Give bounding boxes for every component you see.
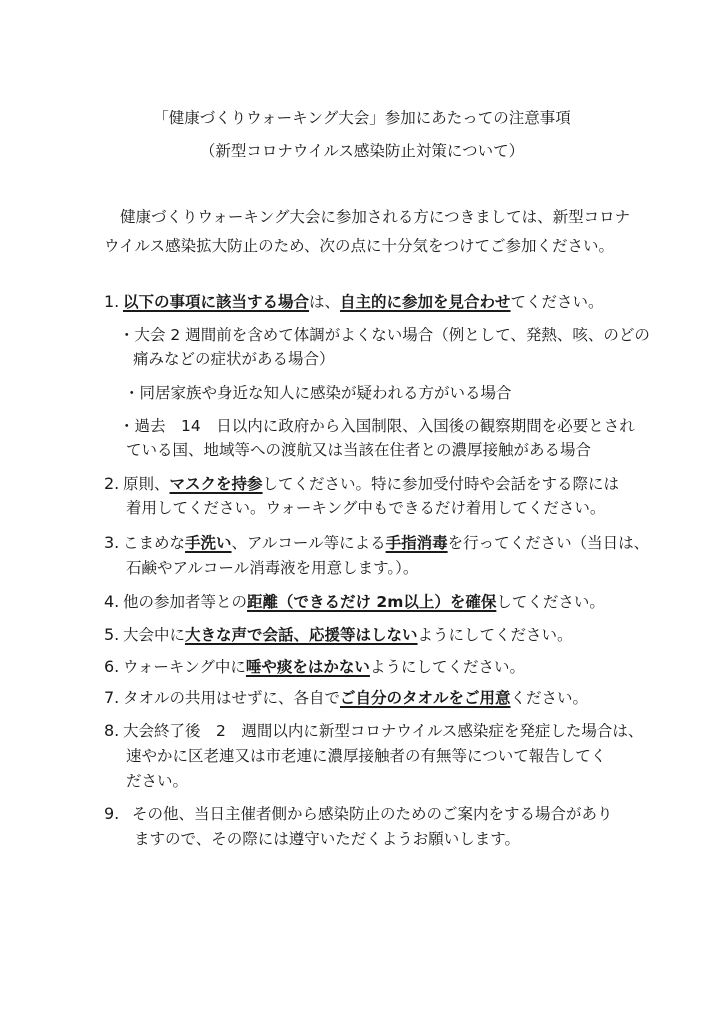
intro-line-1: 健康づくりウォーキング大会に参加される方につきましては、新型コロナ [120,208,631,226]
item-8-line-3: ださい。 [126,772,189,790]
sub-item-3-line-1: ・過去 14 日以内に政府から入国制限、入国後の観察期間を必要とされ [119,417,635,435]
item-number: 8. [104,721,120,740]
title-line-2: （新型コロナウイルス感染防止対策について） [199,142,525,160]
item-number: 4. [104,592,120,611]
item-number: 1. [104,292,120,311]
item-text: ウォーキング中に [123,658,246,676]
emphasis-text: 以下の事項に該当する場合 [123,293,310,311]
item-text: は、 [309,293,341,311]
item-9 [104,803,613,825]
item-number: 9. [104,804,120,823]
emphasis-text: 自主的に参加を見合わせ [340,293,511,311]
item-text: してください。 [496,593,605,611]
emphasis-text: マスクを持参 [169,475,263,493]
item-number: 6. [104,657,120,676]
emphasis-text: 手洗い [185,534,232,552]
item-number: 7. [104,688,120,707]
item-8-line-2: 速やかに区老連又は市老連に濃厚接触者の有無等について報告してく [126,747,607,765]
emphasis-text: 距離（できるだけ 2m以上）を確保 [247,593,497,611]
item-number: 5. [104,625,120,644]
item-text: タオルの共用はせずに、各自で [123,689,341,707]
item-6 [104,656,525,678]
sub-item-3-line-2: ている国、地域等への渡航又は当該在住者との濃厚接触がある場合 [126,441,592,459]
item-text: ようにしてください。 [417,626,573,644]
item-2 [104,473,619,495]
sub-item-1-line-1: ・大会 2 週間前を含めて体調がよくない場合（例として、発熱、咳、のどの [119,326,650,344]
item-7 [104,687,588,709]
emphasis-text: 手指消毒 [385,534,448,552]
intro-line-2: ウイルス感染拡大防止のため、次の点に十分気をつけてご参加ください。 [104,237,614,255]
item-text: 原則、 [123,475,170,493]
item-number: 3. [104,533,120,552]
sub-item-1-line-2: 痛みなどの症状がある場合） [133,350,335,368]
item-4 [104,591,605,613]
item-text: 大会中に [123,626,186,644]
emphasis-text: 大きな声で会話、応援等はしない [185,626,418,644]
item-text: 、アルコール等による [231,534,386,552]
emphasis-text: 唾や痰をはかない [245,658,370,676]
item-text: 他の参加者等との [123,593,248,611]
item-text: てください。 [510,293,604,311]
item-2-line-2: 着用してください。ウォーキング中もできるだけ着用してください。 [126,499,606,517]
item-number: 2. [104,474,120,493]
item-text: ようにしてください。 [369,658,525,676]
item-1 [104,291,604,313]
intro-paragraph [104,203,664,261]
item-text: を行ってください（当日は、 [447,534,650,552]
item-text: ください。 [510,689,589,707]
item-text: こまめな [123,534,186,552]
emphasis-text: ご自分のタオルをご用意 [340,689,511,707]
item-text: してください。特に参加受付時や会話をする際には [262,475,620,493]
item-3 [104,532,649,554]
title-line-1: 「健康づくりウォーキング大会」参加にあたっての注意事項 [153,109,571,127]
item-5 [104,624,573,646]
item-8 [104,720,643,742]
item-3-line-2: 石鹸やアルコール消毒液を用意します。）。 [126,559,419,577]
item-9-line-2: ますので、その際には遵守いただくようお願いします。 [134,830,520,848]
item-text: 大会終了後 2 週間以内に新型コロナウイルス感染症を発症した場合は、 [123,722,644,740]
sub-item-2: ・同居家族や身近な知人に感染が疑われる方がいる場合 [124,384,512,402]
item-text: その他、当日主催者側から感染防止のためのご案内をする場合があり [132,805,613,823]
